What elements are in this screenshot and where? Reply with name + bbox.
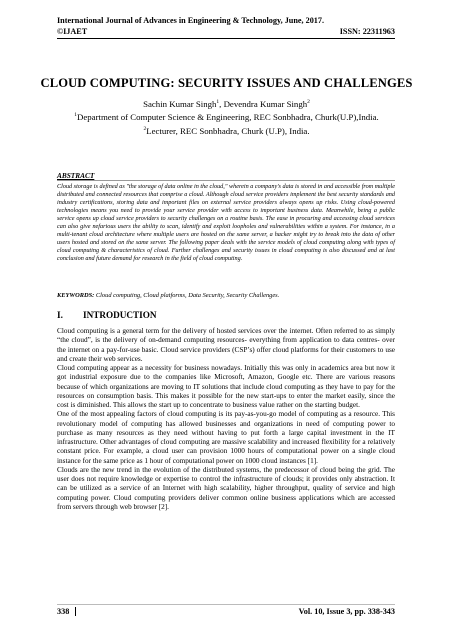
section-number: I.	[57, 310, 63, 320]
publisher: ©IJAET	[57, 27, 88, 36]
affiliation-1	[40, 110, 413, 123]
journal-header	[57, 15, 395, 26]
header-divider	[57, 38, 395, 39]
affil-1-sup: 1	[74, 112, 78, 119]
journal-name: International Journal of Advances in Engineering & Technology, June, 2017.	[57, 16, 325, 25]
paragraph-1: Cloud computing is a general term for the delivery of hosted services over the internet. Often referred to as simply “the cloud”, is the delivery of on-demand computing resources- everything from application to data centres- over the internet on a pay-for-use basic. Cloud service providers (CSP’s) offer cloud platforms for their customers to use and create their web services.	[57, 327, 395, 363]
page-footer	[57, 607, 395, 616]
paragraph-2: Cloud computing appear as a necessity for business nowadays. Initially this was only in academics area but now it got industrial exposure due to the companies like Microsoft, Amazon, Google etc. There are various reasons because of which organizations are moving to IT solutions that include cloud computing as they have to pay for the resources on consumption basis. This makes it possible for the new start-ups to enter the market easily, since the cost is diminished. This allows the start up to concentrate to business value rather on the starting budget.	[57, 364, 395, 409]
issn: ISSN: 22311963	[339, 27, 395, 36]
footer-divider	[57, 604, 395, 605]
affil-2-sup: 2	[143, 125, 147, 132]
introduction-body	[57, 327, 395, 512]
paragraph-3: One of the most appealing factors of cloud computing is its pay-as-you-go model of computing as a resource. This revolutionary model of computing has allowed businesses and organizations in need of computing power to purchase as many resources as they need without having to put forth a large capital investment in the IT infrastructure. Other advantages of cloud computing are massive scalability and increased flexibility for a relatively constant price. For example, a cloud user can provision 1000 hours of computational power on a single cloud instance for the same price as 1 hour of computational power on 1000 cloud instances [1].	[57, 410, 395, 465]
author-block	[40, 97, 413, 137]
journal-subheader	[57, 26, 395, 37]
paper-title: CLOUD COMPUTING: SECURITY ISSUES AND CHALLENGES	[40, 76, 413, 90]
abstract-heading: ABSTRACT	[57, 171, 95, 180]
keywords-label: KEYWORDS:	[57, 292, 95, 299]
author-line	[40, 97, 413, 110]
author-1: Sachin Kumar Singh	[143, 98, 217, 109]
page-number: 338	[57, 607, 76, 616]
author-2: , Devendra Kumar Singh	[219, 98, 308, 109]
volume-info: Vol. 10, Issue 3, pp. 338-343	[298, 607, 395, 616]
author-2-sup: 2	[307, 99, 310, 105]
affil-1-text: Department of Computer Science & Engineering, REC Sonbhadra, Churk(U.P),India.	[77, 112, 379, 123]
paragraph-4: Clouds are the new trend in the evolution of the distributed systems, the predecessor of cloud being the grid. The user does not require knowledge or expertise to control the infrastructure of clouds; it provides only abstraction. It can be utilized as a service of an Internet with high scalability, higher throughput, quality of service and high computing power. Cloud computing providers deliver common online business applications which are accessed from servers through web browser [2].	[57, 465, 395, 511]
section-title: INTRODUCTION	[83, 310, 157, 320]
author-1-sup: 1	[216, 99, 220, 105]
keywords-value: Cloud computing, Cloud platforms, Data Security, Security Challenges.	[94, 292, 280, 299]
affil-2-text: Lecturer, REC Sonbhadra, Churk (U.P), India.	[146, 125, 310, 136]
keywords	[57, 292, 395, 300]
abstract-divider	[57, 180, 395, 181]
abstract-text: Cloud storage is defined as "the storage of data online in the cloud," wherein a company's data is stored in and accessible from multiple distributed and connected resources that comprise a cloud. Although cloud service providers implement the best security standards and industry certifications, storing data and important files on external service providers always opens up risks. Using cloud-powered technologies means you need to provide your service provider with access to important business data. Meanwhile, being a public service opens up cloud service providers to security challenges on a routine basis. The ease in procuring and accessing cloud services can also give nefarious users the ability to scan, identify and exploit loopholes and vulnerabilities within a system. For instance, in a multi-tenant cloud architecture where multiple users are hosted on the same server, a hacker might try to break into the data of other users hosted and stored on the same server. The following paper deals with the service models of cloud computing along with types of cloud computing & characteristics of cloud. Further challenges and security issues in cloud computing is also discussed and at last conclusion and future demand for research in the field of cloud computing.	[57, 183, 395, 262]
section-heading	[57, 310, 157, 320]
affiliation-2	[40, 124, 413, 137]
